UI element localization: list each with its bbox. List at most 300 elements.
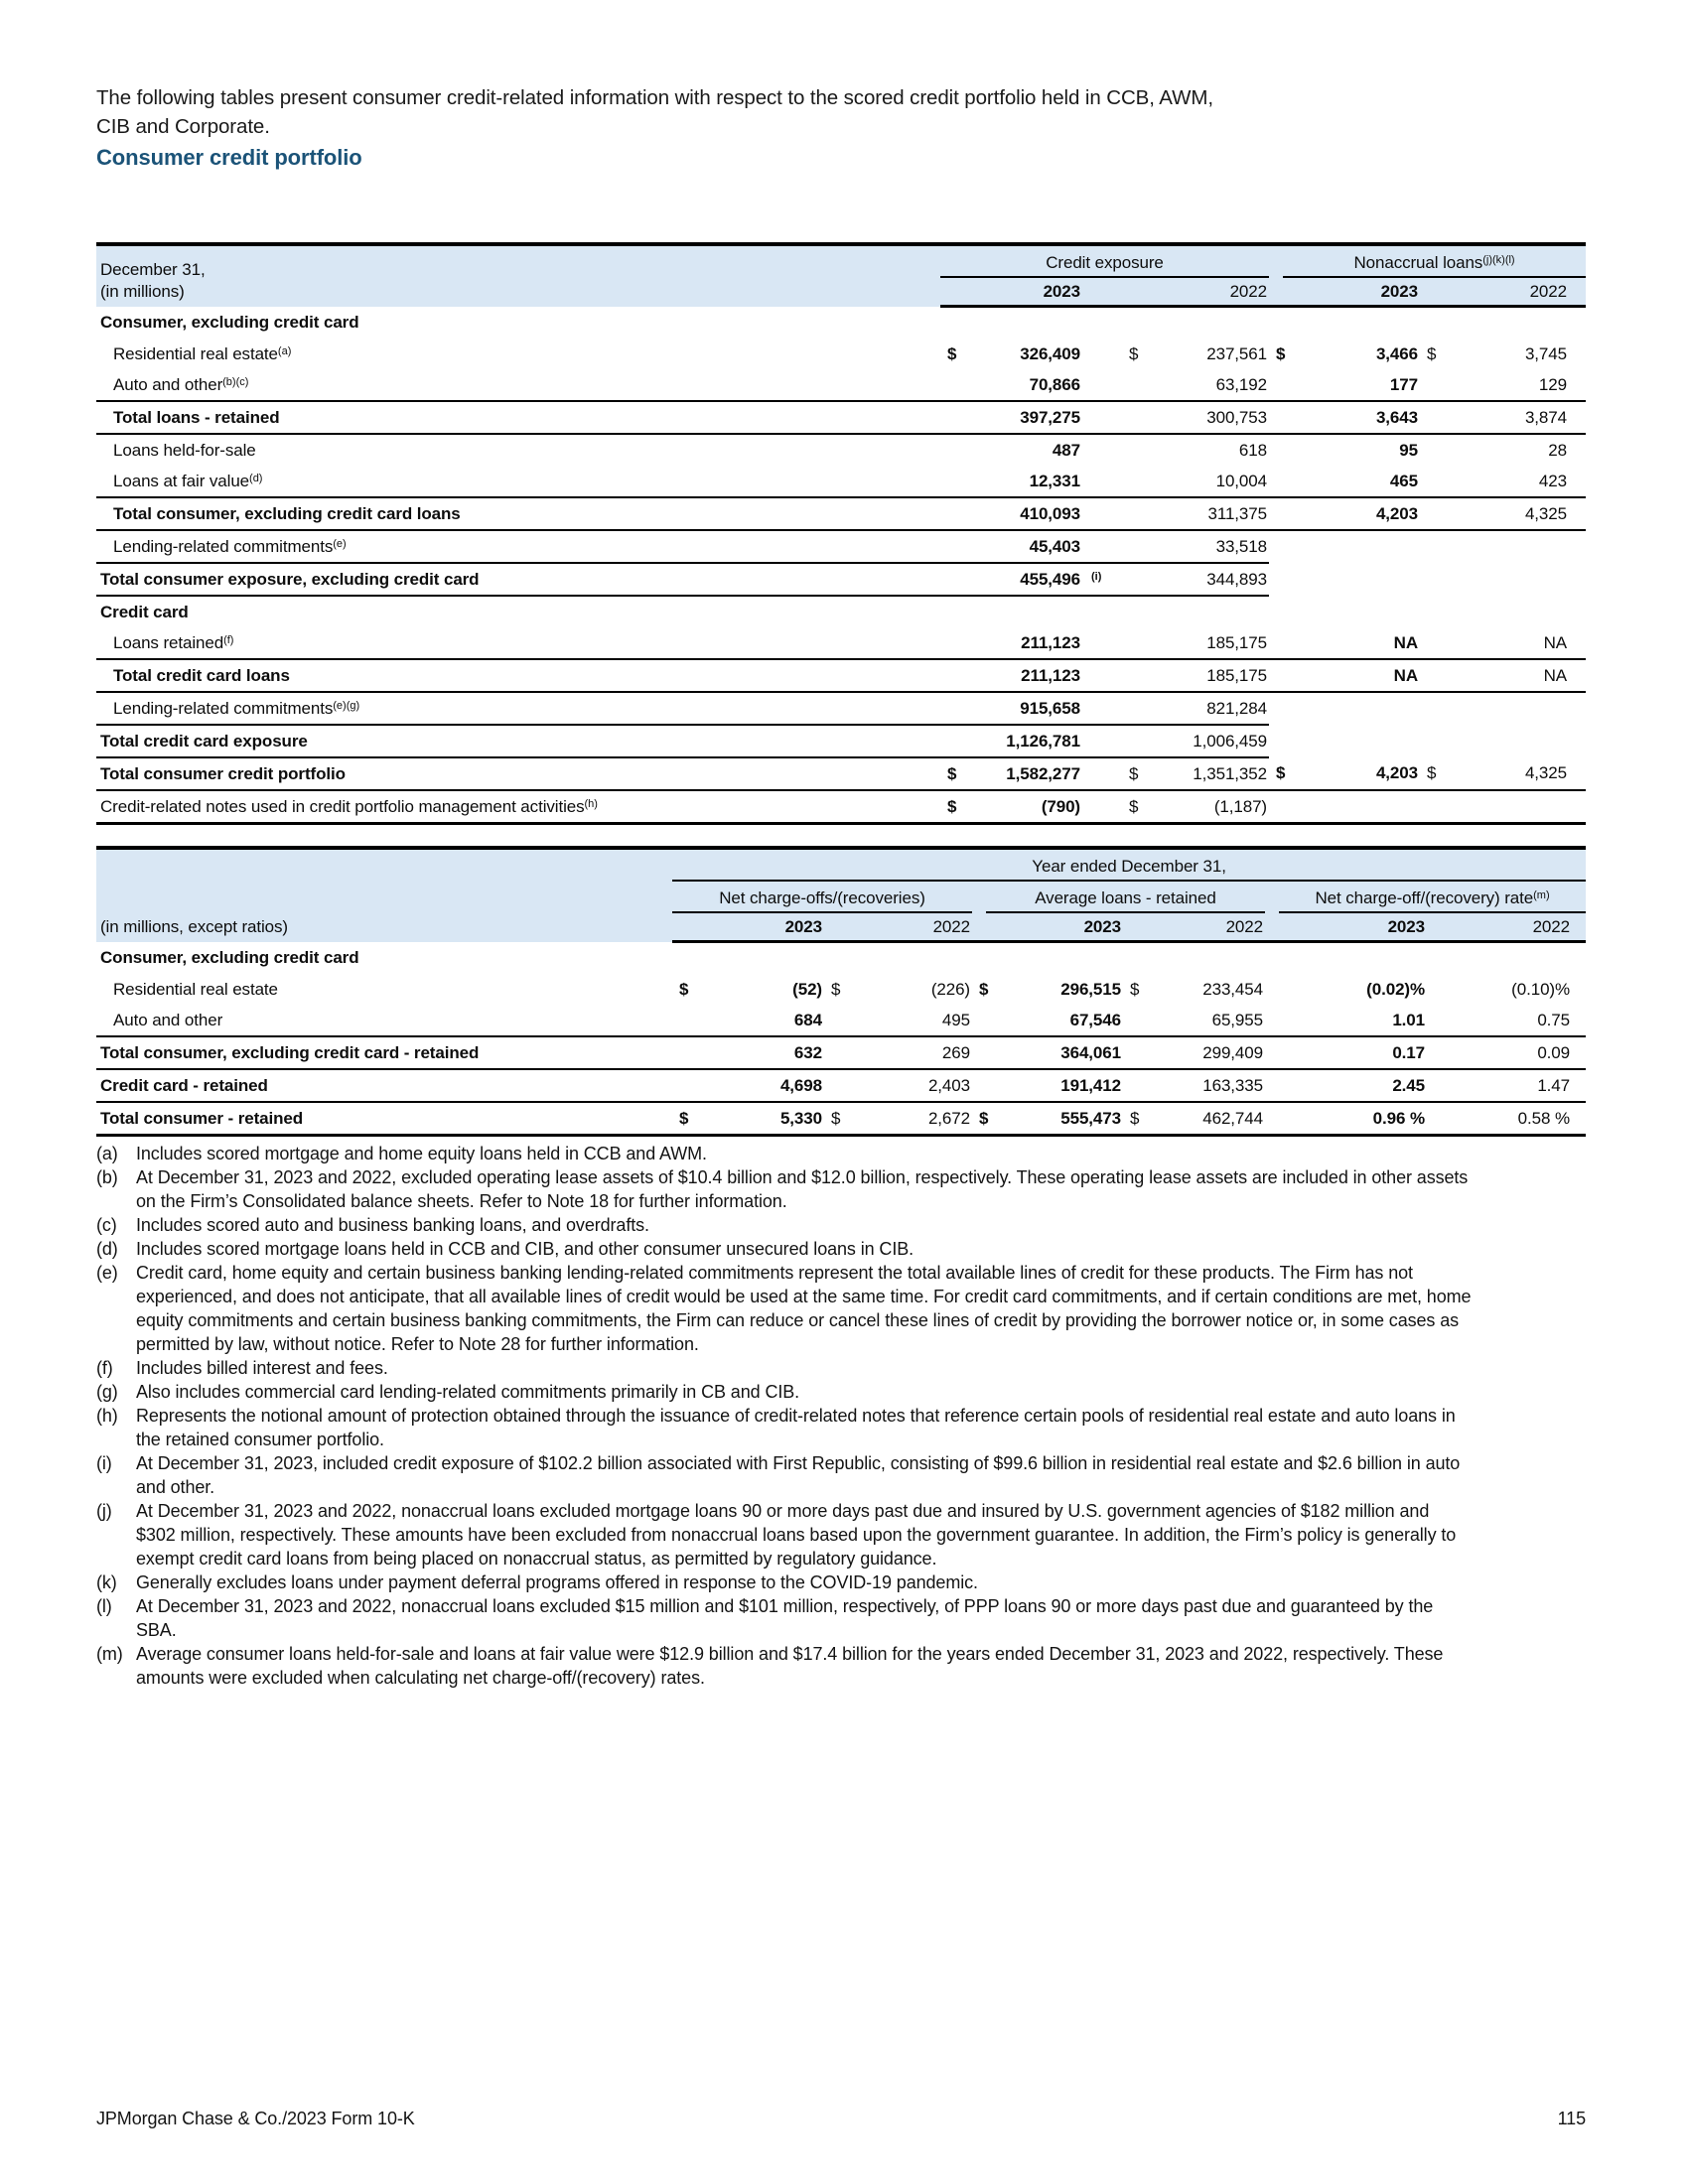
cell-value: 495 [849, 1005, 972, 1036]
dollar-sign [824, 942, 849, 975]
row-label-text: Residential real estate [113, 979, 278, 999]
dollar-sign [1122, 659, 1147, 692]
footnote-text: Also includes commercial card lending-related commitments primarily in CB and CIB. [136, 1382, 800, 1402]
cell-value: (0.10)% [1511, 979, 1570, 999]
dollar-sign [1269, 692, 1294, 725]
spacer-cell [1082, 563, 1122, 596]
footnote-text: Generally excludes loans under payment deferral programs offered in response to the COVID-19 pandemic. [136, 1572, 978, 1592]
corner-label: (in millions, except ratios) [100, 916, 288, 936]
spacer-cell [1082, 466, 1122, 497]
dollar-sign [1122, 466, 1147, 497]
dollar-sign [1269, 627, 1294, 659]
footnote [96, 1142, 1472, 1165]
table-row [96, 497, 1586, 530]
dollar-sign [1420, 563, 1445, 596]
spacer-cell [1569, 659, 1586, 692]
cell-value: NA [1445, 659, 1569, 692]
cell-value: 5,330 [702, 1102, 824, 1136]
footnote-text: At December 31, 2023 and 2022, nonaccrual loans excluded mortgage loans 90 or more days past due and insured by U.S. government agencies of $182 million and $302 million, respectively. These amounts have been excluded from nonaccrual loans based upon the government guarantee. In addition, the Firm’s policy is generally to exempt credit card loans from being placed on nonaccrual status, as permitted by regulatory guidance. [136, 1501, 1457, 1569]
row-label-text: Auto and other [113, 374, 223, 394]
cell-value [849, 942, 972, 975]
row-label [96, 1069, 672, 1102]
row-label-text: Credit-related notes used in credit portfolio management activities [100, 796, 585, 816]
footnote [96, 1356, 1472, 1380]
spacer-cell [1123, 913, 1148, 942]
footnote [96, 1404, 1472, 1451]
cell-value: 2,672 [849, 1102, 972, 1136]
cell-value: 4,203 [1294, 757, 1420, 790]
dollar-sign: $ [679, 979, 689, 999]
cell-value [1445, 596, 1569, 627]
footnotes [96, 1142, 1472, 1690]
dollar-sign [1269, 596, 1294, 627]
year-header: 2023 [997, 913, 1123, 942]
spacer-cell [1269, 278, 1294, 307]
cell-value [702, 942, 824, 975]
dollar-sign: $ [824, 1102, 849, 1136]
spacer-cell [1082, 790, 1122, 824]
dollar-sign [1420, 627, 1445, 659]
dollar-sign: $ [947, 343, 957, 363]
footnote-text: Includes scored mortgage loans held in CCB and CIB, and other consumer unsecured loans in CIB. [136, 1239, 914, 1259]
row-label-text: Credit card [100, 602, 189, 621]
dollar-sign [672, 1005, 702, 1036]
row-label [96, 757, 940, 790]
spacer-cell [1572, 1005, 1586, 1036]
cell-value: 2.45 [1265, 1069, 1427, 1102]
cell-value: 2,403 [849, 1069, 972, 1102]
group-label: Credit exposure [1046, 253, 1164, 272]
footnote-ref: (i) [1091, 570, 1102, 583]
row-label [96, 596, 940, 627]
dollar-sign [940, 692, 970, 725]
dollar-sign [1420, 497, 1445, 530]
cell-value: 423 [1445, 466, 1569, 497]
spacer-cell [1569, 692, 1586, 725]
cell-value [1265, 942, 1427, 975]
cell-value: 1,006,459 [1147, 725, 1269, 757]
cell-value: 67,546 [997, 1005, 1123, 1036]
cell-value: 3,466 [1375, 343, 1418, 363]
footnote [96, 1237, 1472, 1261]
cell-value [970, 596, 1082, 627]
spacer-cell [1569, 278, 1586, 307]
footnote-ref: (f) [223, 633, 234, 646]
table-row [96, 369, 1586, 401]
group-label: Average loans - retained [1035, 888, 1216, 907]
row-label [96, 369, 940, 401]
cell-value: 4,325 [1445, 757, 1569, 790]
footnote [96, 1213, 1472, 1237]
year-header: 2023 [1265, 913, 1427, 942]
cell-value: 233,454 [1202, 979, 1263, 999]
footnote-id: (i) [96, 1453, 112, 1473]
row-label [96, 307, 940, 340]
year-header: 2023 [1294, 278, 1420, 307]
spacer-cell [1082, 596, 1122, 627]
dollar-sign [940, 307, 970, 340]
spacer-cell [1569, 790, 1586, 824]
row-label [96, 1102, 672, 1136]
row-label-text: Total consumer, excluding credit card loans [113, 503, 461, 523]
table-row [96, 974, 1586, 1005]
cell-value: 397,275 [970, 401, 1082, 434]
footnote-ref: (a) [277, 344, 292, 357]
cell-value: 28 [1548, 440, 1567, 460]
footnote-text: At December 31, 2023, included credit exposure of $102.2 billion associated with First Republic, consisting of $99.6 billion in residential real estate and $2.6 billion in auto and other. [136, 1453, 1461, 1497]
cell-value: 63,192 [1147, 369, 1269, 401]
dollar-sign [1123, 1036, 1148, 1069]
spacer-cell [1082, 434, 1122, 466]
dollar-sign: $ [940, 757, 970, 790]
table-corner-label [96, 848, 672, 942]
group-net-charge-offs [672, 882, 972, 913]
footnote-ref: (j)(k)(l) [1482, 254, 1515, 266]
row-label-text: Auto and other [113, 1010, 223, 1029]
spacer-cell [1569, 563, 1586, 596]
period-label-cell [672, 848, 1586, 882]
cell-value: 1.01 [1265, 1005, 1427, 1036]
row-label [96, 942, 672, 975]
consumer-credit-portfolio-table [96, 242, 1586, 825]
cell-value [1294, 307, 1420, 340]
spacer-cell [1569, 401, 1586, 434]
spacer-cell [824, 913, 849, 942]
spacer-cell [1082, 627, 1122, 659]
row-label-text: Total consumer - retained [100, 1108, 304, 1128]
intro-line-2: CIB and Corporate. [96, 115, 270, 138]
cell-value: 300,753 [1147, 401, 1269, 434]
cell-value [1445, 692, 1569, 725]
cell-value: 237,561 [1206, 343, 1267, 363]
footnote [96, 1451, 1472, 1499]
spacer-cell [1572, 1102, 1586, 1136]
dollar-sign: $ [972, 1102, 997, 1136]
row-label [96, 725, 940, 757]
dollar-sign: $ [1130, 979, 1140, 999]
dollar-sign [1269, 369, 1294, 401]
cell-value: 65,955 [1148, 1005, 1265, 1036]
dollar-sign [972, 1069, 997, 1102]
cell-value: 821,284 [1147, 692, 1269, 725]
dollar-sign: $ [1269, 757, 1294, 790]
footnote [96, 1261, 1472, 1356]
dollar-sign [1122, 725, 1147, 757]
dollar-sign [1420, 466, 1445, 497]
cell-value: (790) [970, 790, 1082, 824]
dollar-sign [940, 627, 970, 659]
footnote [96, 1642, 1472, 1690]
spacer-cell [1420, 278, 1445, 307]
dollar-sign [824, 1036, 849, 1069]
table-row [96, 563, 1586, 596]
dollar-sign [1269, 307, 1294, 340]
cell-value: (226) [930, 979, 970, 999]
table-row [96, 1036, 1586, 1069]
dollar-sign [1269, 497, 1294, 530]
cell-value: 4,203 [1294, 497, 1420, 530]
cell-value [1445, 725, 1569, 757]
cell-value: 684 [702, 1005, 824, 1036]
footnote-id: (m) [96, 1644, 123, 1664]
table-row [96, 725, 1586, 757]
dollar-sign [1420, 692, 1445, 725]
spacer-cell [1569, 369, 1586, 401]
table-row [96, 942, 1586, 975]
dollar-sign: $ [1427, 343, 1437, 363]
dollar-sign [1269, 563, 1294, 596]
dollar-sign [1122, 692, 1147, 725]
dollar-sign [824, 1005, 849, 1036]
spacer-cell [1569, 434, 1586, 466]
cell-value [1148, 942, 1265, 975]
row-label-text: Loans at fair value [113, 471, 250, 490]
dollar-sign [672, 1036, 702, 1069]
row-label-text: Total consumer, excluding credit card - retained [100, 1042, 480, 1062]
cell-value [1445, 563, 1569, 596]
dollar-sign [940, 530, 970, 563]
footnote-id: (f) [96, 1358, 113, 1378]
table-row [96, 757, 1586, 790]
spacer-cell [1572, 1036, 1586, 1069]
row-label [96, 497, 940, 530]
corner-label-line-1: December 31, [100, 259, 206, 279]
dollar-sign [972, 942, 997, 975]
dollar-sign [940, 369, 970, 401]
cell-value: 3,643 [1294, 401, 1420, 434]
dollar-sign [1420, 596, 1445, 627]
row-label-text: Total consumer exposure, excluding credit card [100, 569, 480, 589]
row-label-text: Loans held-for-sale [113, 440, 256, 460]
year-header: 2022 [1148, 913, 1265, 942]
cell-value: 3,745 [1524, 343, 1567, 363]
row-label [96, 339, 940, 369]
footer-left-text: JPMorgan Chase & Co./2023 Form 10-K [96, 2109, 415, 2128]
dollar-sign [940, 659, 970, 692]
charge-off-table [96, 846, 1586, 1137]
footnote [96, 1165, 1472, 1213]
table-row [96, 1069, 1586, 1102]
dollar-sign: $ [831, 979, 841, 999]
cell-value [1445, 790, 1569, 824]
dollar-sign [1420, 307, 1445, 340]
dollar-sign [1420, 401, 1445, 434]
cell-value: 487 [1052, 440, 1080, 460]
spacer-cell [1082, 725, 1122, 757]
row-label-text: Total consumer credit portfolio [100, 763, 346, 783]
dollar-sign [1420, 725, 1445, 757]
intro-line-1: The following tables present consumer credit-related information with respect to the scored credit portfolio held in CCB, AWM, [96, 86, 1213, 109]
cell-value: 70,866 [970, 369, 1082, 401]
cell-value: 311,375 [1147, 497, 1269, 530]
dollar-sign [940, 466, 970, 497]
footnote-ref: (e) [333, 537, 347, 550]
group-label: Net charge-offs/(recoveries) [719, 888, 925, 907]
row-label [96, 1036, 672, 1069]
cell-value: 410,093 [970, 497, 1082, 530]
dollar-sign [1123, 942, 1148, 975]
cell-value [1427, 942, 1572, 975]
dollar-sign: $ [1123, 1102, 1148, 1136]
footnote-text: At December 31, 2023 and 2022, excluded operating lease assets of $10.4 billion and $12.0 billion, respectively. These operating lease assets are included in other assets on the Firm’s Consolidated balance sheets. Refer to Note 18 for further information. [136, 1167, 1469, 1211]
cell-value: 0.17 [1265, 1036, 1427, 1069]
cell-value: 465 [1294, 466, 1420, 497]
spacer-cell [1572, 913, 1586, 942]
cell-value: 129 [1445, 369, 1569, 401]
cell-value [997, 942, 1123, 975]
cell-value: 618 [1238, 440, 1267, 460]
spacer-cell [1572, 1069, 1586, 1102]
footnote-text: Includes scored mortgage and home equity loans held in CCB and AWM. [136, 1144, 707, 1163]
spacer-cell [1082, 692, 1122, 725]
dollar-sign [1123, 1005, 1148, 1036]
cell-value: 211,123 [970, 627, 1082, 659]
group-credit-exposure [940, 244, 1269, 278]
cell-value: NA [1294, 627, 1420, 659]
footnote-text: Represents the notional amount of protection obtained through the issuance of credit-related notes that reference certain pools of residential real estate and auto loans in the retained consumer portfolio. [136, 1406, 1456, 1449]
footnote-ref: (d) [249, 472, 263, 484]
row-label-text: Credit card - retained [100, 1075, 268, 1095]
row-label-text: Consumer, excluding credit card [100, 312, 359, 332]
cell-value: 326,409 [1020, 343, 1080, 363]
row-label [96, 401, 940, 434]
dollar-sign [1269, 434, 1294, 466]
row-label [96, 790, 940, 824]
dollar-sign [940, 497, 970, 530]
dollar-sign [940, 596, 970, 627]
cell-value: 455,496 [970, 563, 1082, 596]
dollar-sign [1269, 725, 1294, 757]
cell-value: 185,175 [1147, 659, 1269, 692]
spacer-cell [1082, 278, 1122, 307]
cell-value [1147, 596, 1269, 627]
dollar-sign [1420, 530, 1445, 563]
row-label [96, 434, 940, 466]
dollar-sign [972, 1036, 997, 1069]
row-label [96, 466, 940, 497]
footnote-id: (a) [96, 1144, 118, 1163]
year-header: 2022 [1147, 278, 1269, 307]
table-corner-label [96, 244, 940, 307]
cell-value: 269 [849, 1036, 972, 1069]
year-header: 2023 [702, 913, 824, 942]
cell-value: 0.75 [1427, 1005, 1572, 1036]
dollar-sign: $ [1122, 790, 1147, 824]
group-nonaccrual-loans [1269, 244, 1586, 278]
cell-value: 95 [1399, 440, 1418, 460]
group-label: Nonaccrual loans [1353, 253, 1483, 272]
group-header-row [96, 244, 1586, 278]
row-label [96, 563, 940, 596]
dollar-sign: $ [979, 979, 989, 999]
row-label [96, 530, 940, 563]
cell-value: (0.02)% [1366, 979, 1425, 999]
cell-value: 1.47 [1427, 1069, 1572, 1102]
spacer-cell [1082, 530, 1122, 563]
dollar-sign [1269, 530, 1294, 563]
cell-value [1147, 307, 1269, 340]
cell-value [1294, 692, 1420, 725]
cell-value: 1,351,352 [1147, 757, 1269, 790]
row-label-text: Total loans - retained [113, 407, 280, 427]
dollar-sign [1269, 659, 1294, 692]
row-label [96, 659, 940, 692]
dollar-sign [1420, 790, 1445, 824]
cell-value: 632 [702, 1036, 824, 1069]
spacer-cell [1569, 307, 1586, 340]
footnote-id: (d) [96, 1239, 118, 1259]
dollar-sign [940, 401, 970, 434]
cell-value [1294, 790, 1420, 824]
group-average-loans [972, 882, 1265, 913]
dollar-sign: $ [1276, 343, 1286, 363]
dollar-sign [1269, 790, 1294, 824]
table-row [96, 434, 1586, 466]
cell-value: 296,515 [1060, 979, 1121, 999]
spacer-cell [972, 913, 997, 942]
cell-value: 177 [1294, 369, 1420, 401]
dollar-sign: $ [1129, 343, 1139, 363]
cell-value [1445, 307, 1569, 340]
spacer-cell [1569, 339, 1586, 369]
footnote-id: (g) [96, 1382, 118, 1402]
footnote [96, 1380, 1472, 1404]
cell-value [1445, 530, 1569, 563]
row-label-text: Total credit card exposure [100, 731, 308, 751]
footnote-ref: (m) [1533, 889, 1550, 901]
cell-value: 4,698 [702, 1069, 824, 1102]
footnote-id: (j) [96, 1501, 112, 1521]
cell-value: 10,004 [1147, 466, 1269, 497]
footnote-ref: (b)(c) [222, 375, 249, 388]
dollar-sign [1122, 401, 1147, 434]
row-label [96, 692, 940, 725]
spacer-cell [1082, 307, 1122, 340]
spacer-cell [1082, 757, 1122, 790]
year-header: 2022 [849, 913, 972, 942]
dollar-sign [672, 942, 702, 975]
dollar-sign [1122, 530, 1147, 563]
corner-label-line-2: (in millions) [100, 281, 185, 301]
year-header: 2022 [1427, 913, 1572, 942]
page-footer [96, 2109, 1586, 2129]
spacer-cell [1569, 627, 1586, 659]
cell-value: 12,331 [970, 466, 1082, 497]
spacer-cell [940, 278, 970, 307]
period-header-row [96, 848, 1586, 882]
group-charge-off-rate [1265, 882, 1586, 913]
dollar-sign [1122, 307, 1147, 340]
cell-value: 0.58 % [1427, 1102, 1572, 1136]
cell-value: 555,473 [997, 1102, 1123, 1136]
table-row [96, 466, 1586, 497]
dollar-sign [1269, 401, 1294, 434]
cell-value: 4,325 [1445, 497, 1569, 530]
footnote [96, 1594, 1472, 1642]
footnote-id: (h) [96, 1406, 118, 1426]
table-row [96, 790, 1586, 824]
table-row [96, 1005, 1586, 1036]
footnote-id: (b) [96, 1167, 118, 1187]
cell-value: 344,893 [1147, 563, 1269, 596]
spacer-cell [1569, 497, 1586, 530]
cell-value: 45,403 [970, 530, 1082, 563]
spacer-cell [1569, 466, 1586, 497]
year-header: 2023 [970, 278, 1082, 307]
year-header: 2022 [1445, 278, 1569, 307]
dollar-sign [1122, 563, 1147, 596]
table-row [96, 627, 1586, 659]
